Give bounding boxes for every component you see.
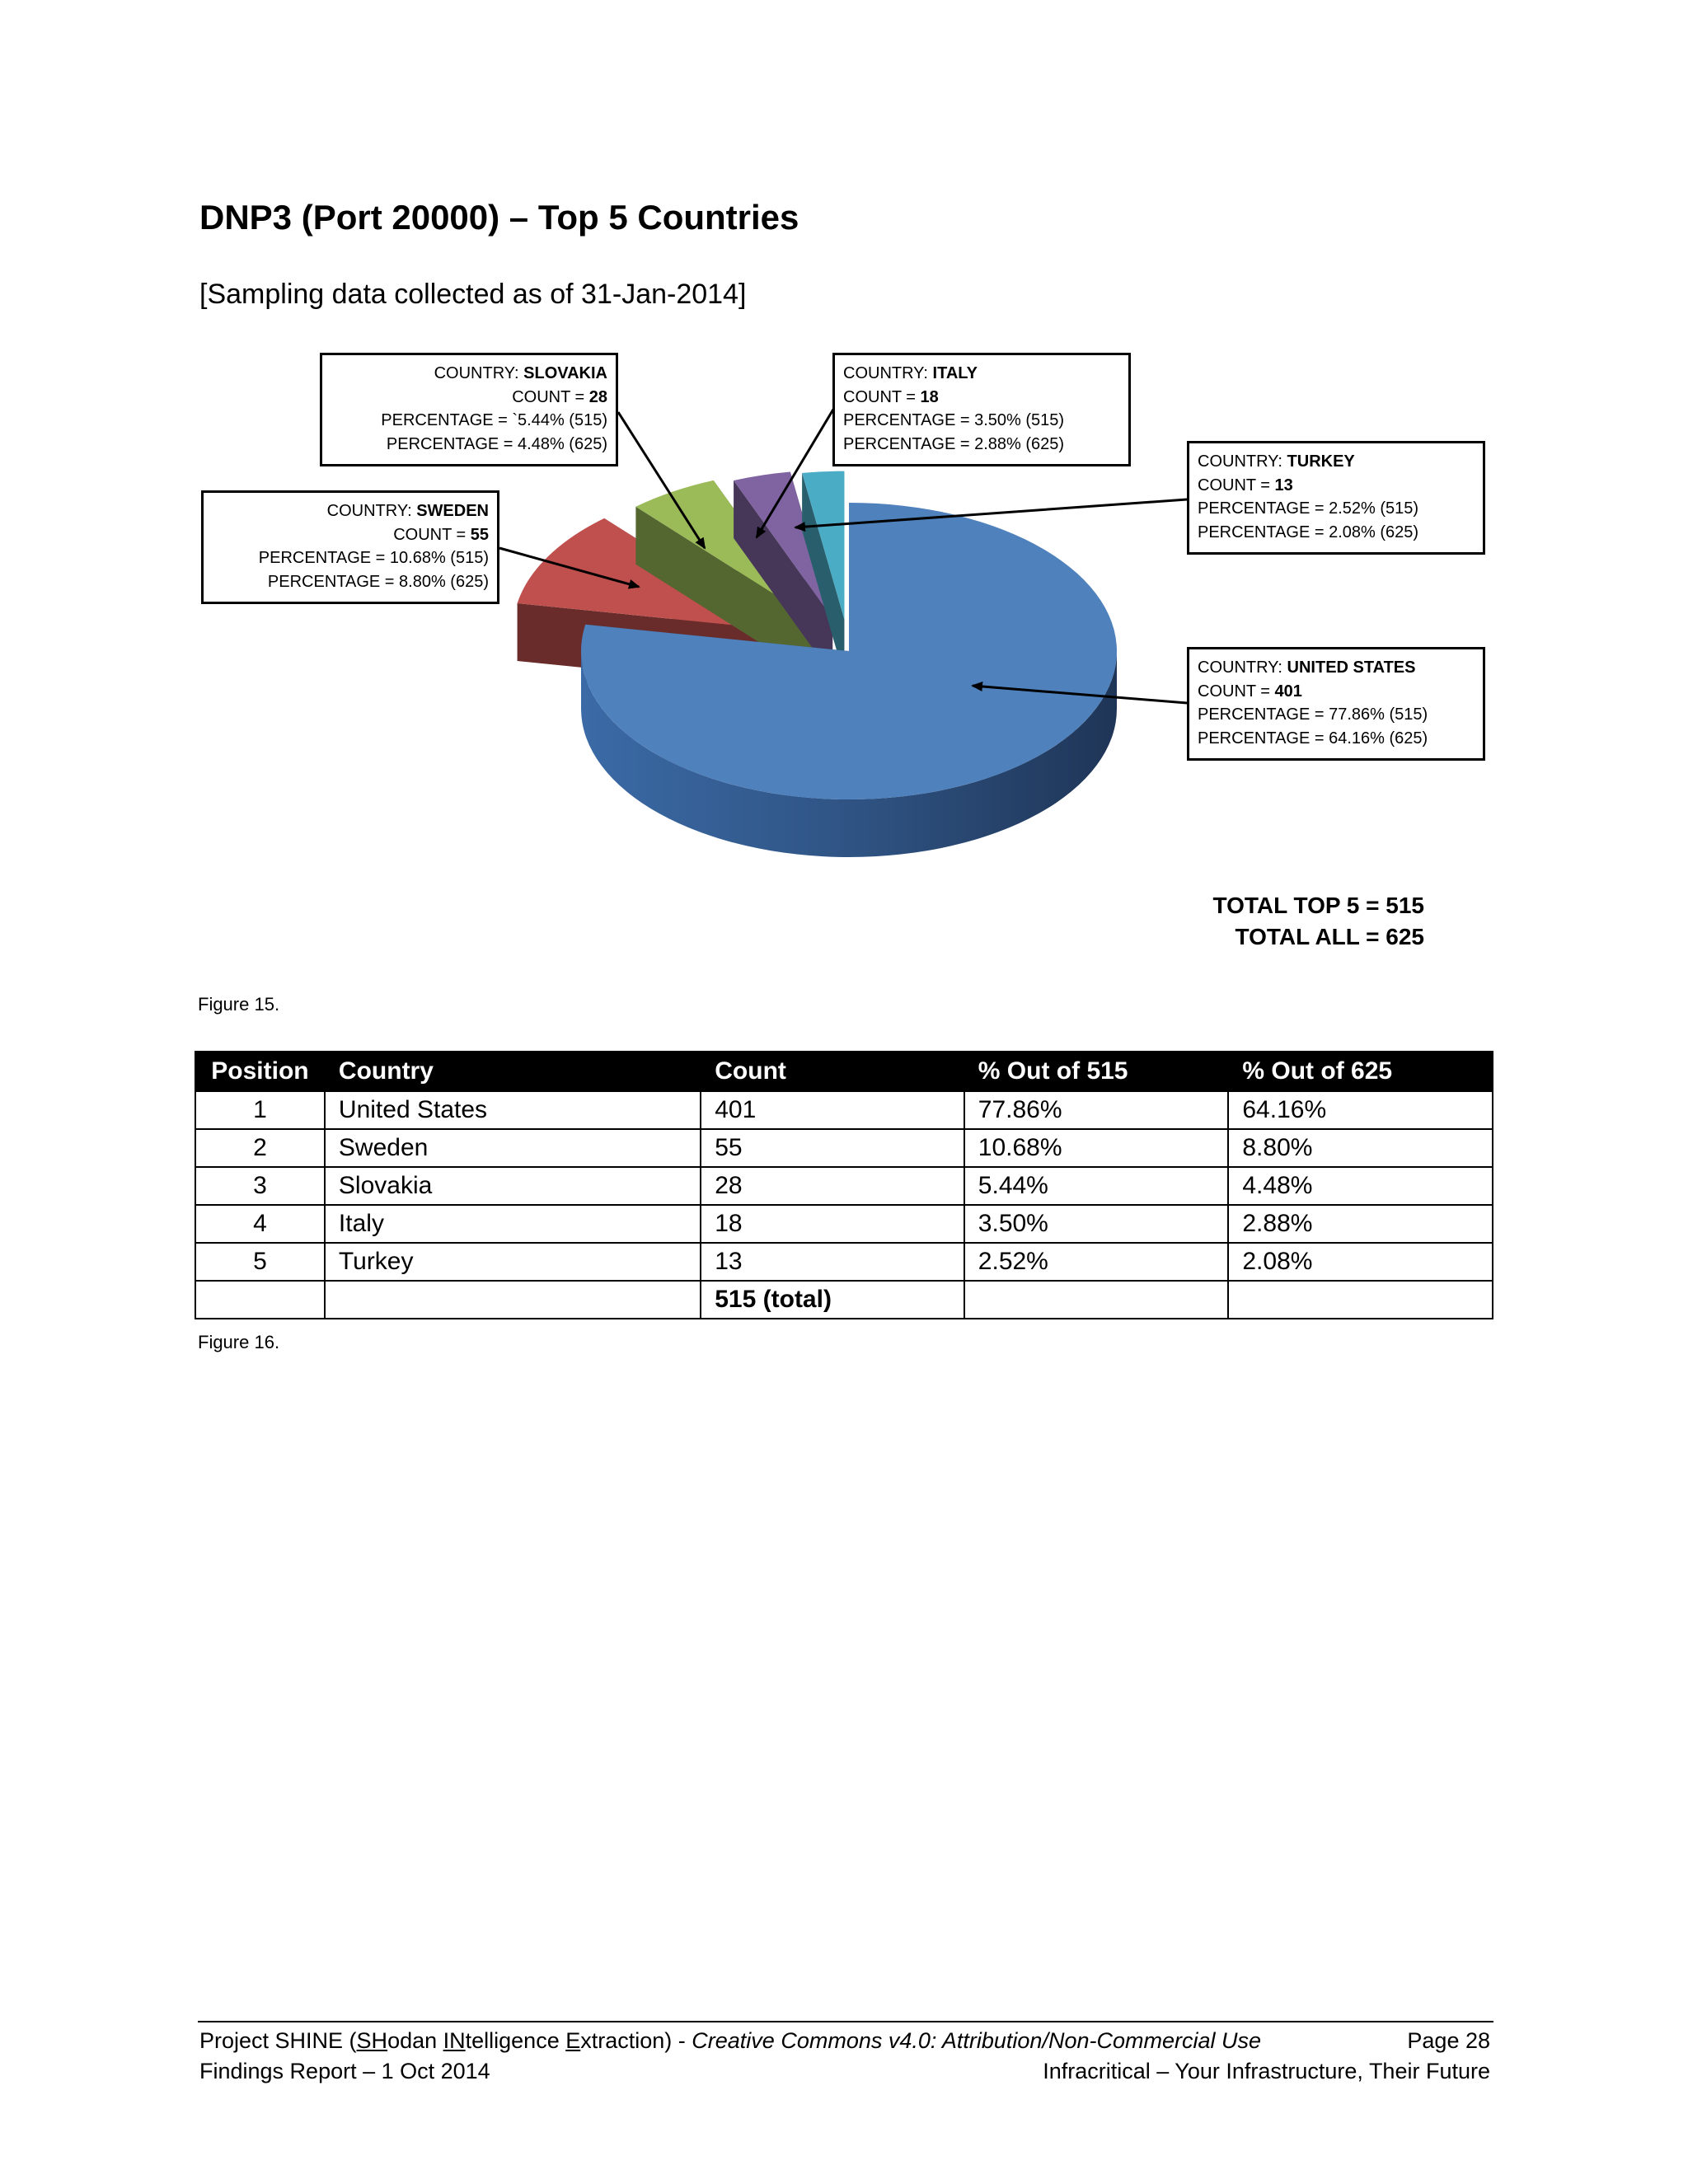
callout-label: COUNTRY: — [326, 502, 417, 520]
cell-position: 5 — [195, 1243, 325, 1281]
callout-label: COUNT = — [512, 387, 589, 406]
cell-pct-625: 8.80% — [1228, 1129, 1493, 1167]
callout-label: COUNTRY: — [434, 364, 524, 382]
table-row — [195, 1205, 1493, 1243]
footer-text: Project SHINE ( — [199, 2028, 357, 2053]
callout-slovakia — [320, 353, 618, 466]
total-top5: TOTAL TOP 5 = 515 — [1212, 893, 1424, 918]
callout-count: 401 — [1274, 682, 1302, 701]
callout-label: COUNT = — [843, 387, 921, 406]
callout-label: COUNT = — [393, 525, 471, 544]
callout-united-states — [1187, 647, 1485, 761]
column-header-pct-515: % Out of 515 — [964, 1052, 1229, 1091]
callout-count: 28 — [588, 387, 607, 406]
table-total-row — [195, 1281, 1493, 1319]
column-header-position: Position — [195, 1052, 325, 1091]
footer-license: Creative Commons v4.0: Attribution/Non-Commercial Use — [692, 2028, 1262, 2053]
country-table — [195, 1051, 1493, 1319]
cell-total-count: 515 (total) — [701, 1281, 964, 1319]
cell-count: 401 — [701, 1091, 964, 1129]
cell-position: 1 — [195, 1091, 325, 1129]
cell-count: 18 — [701, 1205, 964, 1243]
table-row — [195, 1091, 1493, 1129]
callout-label: COUNT = — [1198, 682, 1275, 701]
callout-country: SLOVAKIA — [523, 364, 607, 382]
cell-pct-515: 5.44% — [964, 1167, 1229, 1205]
page-title: DNP3 (Port 20000) – Top 5 Countries — [199, 198, 799, 237]
cell-empty — [964, 1281, 1229, 1319]
figure-16-caption: Figure 16. — [198, 1332, 280, 1352]
cell-pct-515: 3.50% — [964, 1205, 1229, 1243]
callout-label: COUNTRY: — [843, 364, 933, 382]
footer-text: E — [565, 2028, 581, 2053]
callout-pct-625: PERCENTAGE = 2.88% (625) — [843, 434, 1065, 453]
callout-sweden — [201, 490, 499, 604]
cell-pct-515: 2.52% — [964, 1243, 1229, 1281]
callout-pct-515: PERCENTAGE = 77.86% (515) — [1198, 705, 1428, 724]
callout-country: ITALY — [932, 364, 978, 382]
callout-label: COUNTRY: — [1198, 452, 1287, 471]
footer-report-date: Findings Report – 1 Oct 2014 — [199, 2059, 490, 2083]
table-row — [195, 1129, 1493, 1167]
cell-pct-625: 64.16% — [1228, 1091, 1493, 1129]
column-header-count: Count — [701, 1052, 964, 1091]
cell-pct-515: 10.68% — [964, 1129, 1229, 1167]
callout-count: 18 — [920, 387, 939, 406]
callout-italy — [832, 353, 1131, 466]
callout-pct-515: PERCENTAGE = `5.44% (515) — [381, 411, 607, 429]
cell-empty — [1228, 1281, 1493, 1319]
footer-text: SH — [356, 2028, 388, 2053]
cell-empty — [325, 1281, 701, 1319]
footer-page-number: Page 28 — [1407, 2028, 1490, 2053]
cell-country: Turkey — [325, 1243, 701, 1281]
callout-pct-625: PERCENTAGE = 64.16% (625) — [1198, 729, 1428, 748]
footer-text: telligence — [465, 2028, 566, 2053]
cell-pct-625: 2.08% — [1228, 1243, 1493, 1281]
cell-pct-625: 2.88% — [1228, 1205, 1493, 1243]
footer-text: IN — [443, 2028, 466, 2053]
callout-pct-515: PERCENTAGE = 2.52% (515) — [1198, 499, 1419, 518]
callout-turkey — [1187, 441, 1485, 555]
callout-label: COUNTRY: — [1198, 658, 1287, 677]
cell-country: Italy — [325, 1205, 701, 1243]
cell-position: 2 — [195, 1129, 325, 1167]
cell-empty — [195, 1281, 325, 1319]
callout-country: UNITED STATES — [1287, 658, 1416, 677]
callout-country: TURKEY — [1287, 452, 1355, 471]
callout-pct-515: PERCENTAGE = 3.50% (515) — [843, 411, 1065, 429]
footer-divider — [198, 2021, 1493, 2022]
footer-right — [1043, 2026, 1490, 2087]
cell-count: 28 — [701, 1167, 964, 1205]
cell-pct-625: 4.48% — [1228, 1167, 1493, 1205]
cell-country: Sweden — [325, 1129, 701, 1167]
table-row — [195, 1243, 1493, 1281]
callout-pct-625: PERCENTAGE = 2.08% (625) — [1198, 523, 1419, 541]
callout-label: COUNT = — [1198, 476, 1275, 494]
column-header-country: Country — [325, 1052, 701, 1091]
table-row — [195, 1167, 1493, 1205]
chart-totals — [1212, 890, 1424, 953]
cell-country: United States — [325, 1091, 701, 1129]
footer-text: odan — [387, 2028, 443, 2053]
page-subtitle: [Sampling data collected as of 31-Jan-2014] — [199, 279, 747, 310]
callout-pct-515: PERCENTAGE = 10.68% (515) — [258, 549, 489, 567]
cell-position: 4 — [195, 1205, 325, 1243]
column-header-pct-625: % Out of 625 — [1228, 1052, 1493, 1091]
callout-count: 13 — [1274, 476, 1293, 494]
cell-count: 13 — [701, 1243, 964, 1281]
callout-country: SWEDEN — [416, 502, 489, 520]
callout-count: 55 — [470, 525, 489, 544]
cell-count: 55 — [701, 1129, 964, 1167]
table-header-row — [195, 1052, 1493, 1091]
footer-text: xtraction) - — [580, 2028, 692, 2053]
total-all: TOTAL ALL = 625 — [1235, 924, 1424, 949]
cell-country: Slovakia — [325, 1167, 701, 1205]
figure-15-caption: Figure 15. — [198, 994, 280, 1015]
footer-tagline: Infracritical – Your Infrastructure, Their Future — [1043, 2059, 1490, 2083]
callout-pct-625: PERCENTAGE = 4.48% (625) — [386, 434, 607, 453]
callout-pct-625: PERCENTAGE = 8.80% (625) — [267, 572, 489, 591]
cell-position: 3 — [195, 1167, 325, 1205]
cell-pct-515: 77.86% — [964, 1091, 1229, 1129]
